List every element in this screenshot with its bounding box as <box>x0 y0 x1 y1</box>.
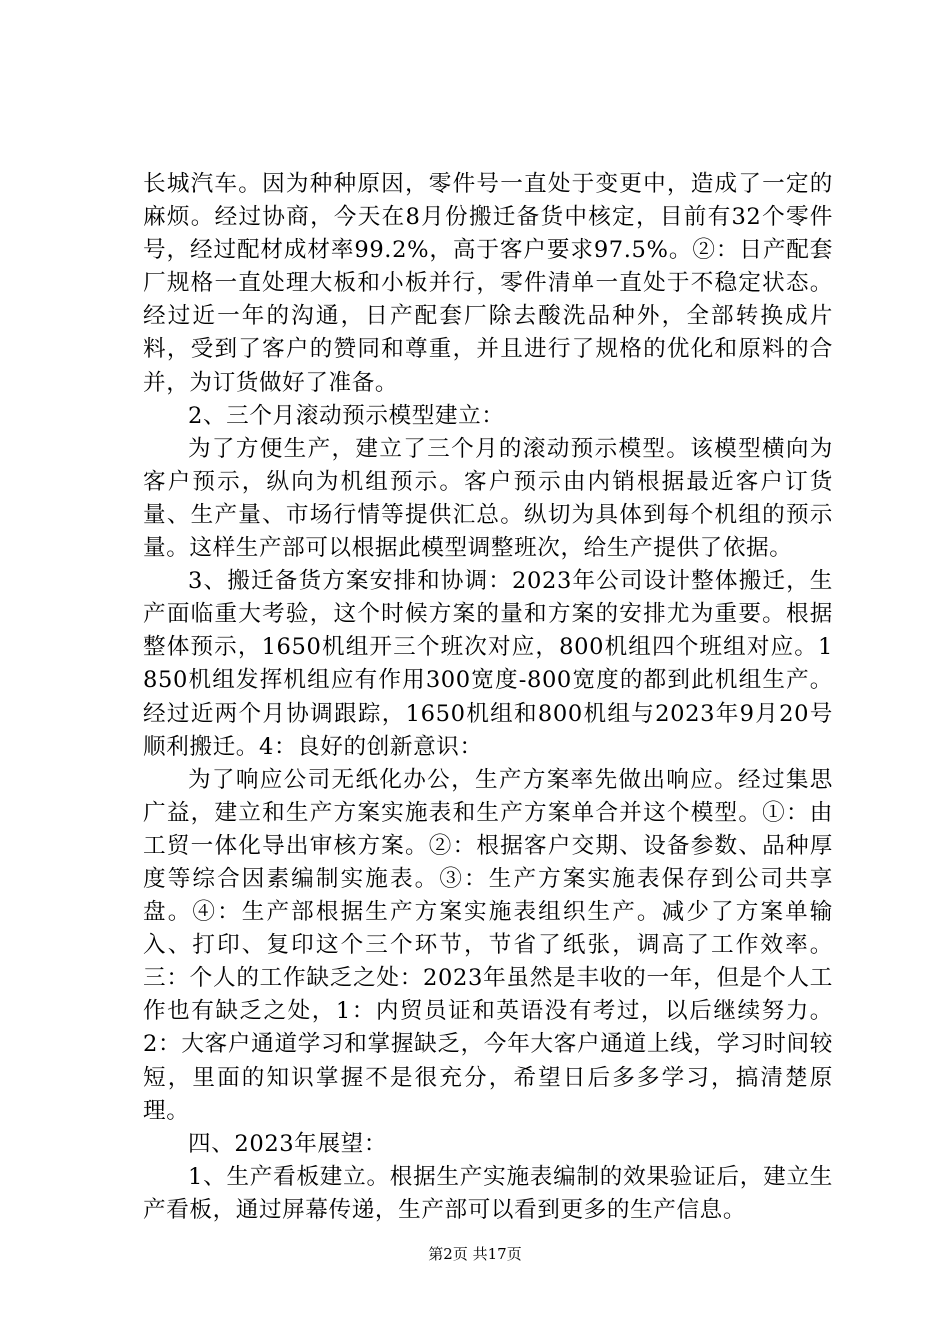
page-number-footer: 第2页 共17页 <box>428 1245 522 1263</box>
paragraph-heading-outlook: 四、2023年展望： <box>188 1130 388 1157</box>
paragraph-rolling-forecast: 为了方便生产，建立了三个月的滚动预示模型。该模型横向为客户预示，纵向为机组预示。客户预示由内销根据最近客户订货量、生产量、市场行情等提供汇总。纵切为具体到每个机组的预示量。这样生产部可以根据此模型调整班次，给生产提供了依据。 <box>143 435 833 562</box>
paragraph-production-board: 1、生产看板建立。根据生产实施表编制的效果验证后，建立生产看板，通过屏幕传递，生产部可以看到更多的生产信息。 <box>143 1163 833 1223</box>
paragraph-continuation: 长城汽车。因为种种原因，零件号一直处于变更中，造成了一定的麻烦。经过协商，今天在8月份搬迁备货中核定，目前有32个零件号，经过配材成材率99.2%，高于客户要求97.5%。②：日产配套厂规格一直处理大板和小板并行，零件清单一直处于不稳定状态。经过近一年的沟通，日产配套厂除去酸洗品种外，全部转换成片料，受到了客户的赞同和尊重，并且进行了规格的优化和原料的合并，为订货做好了准备。 <box>143 171 833 396</box>
paragraph-paperless-office: 为了响应公司无纸化办公，生产方案率先做出响应。经过集思广益，建立和生产方案实施表和生产方案单合并这个模型。①：由工贸一体化导出审核方案。②：根据客户交期、设备参数、品种厚度等综合因素编制实施表。③：生产方案实施表保存到公司共享盘。④：生产部根据生产方案实施表组织生产。减少了方案单输入、打印、复印这个三个环节，节省了纸张，调高了工作效率。三：个人的工作缺乏之处：2023年虽然是丰收的一年，但是个人工作也有缺乏之处，1：内贸员证和英语没有考过，以后继续努力。2：大客户通道学习和掌握缺乏，今年大客户通道上线，学习时间较短，里面的知识掌握不是很充分，希望日后多多学习，搞清楚原理。 <box>143 766 833 1124</box>
document-body <box>143 168 833 1227</box>
paragraph-relocation-plan: 3、搬迁备货方案安排和协调：2023年公司设计整体搬迁，生产面临重大考验，这个时候方案的量和方案的安排尤为重要。根据整体预示，1650机组开三个班次对应，800机组四个班组对应。1850机组发挥机组应有作用300宽度-800宽度的都到此机组生产。经过近两个月协调跟踪，1650机组和800机组与2023年9月20号顺利搬迁。4：良好的创新意识： <box>143 568 833 760</box>
paragraph-heading-rolling-forecast: 2、三个月滚动预示模型建立： <box>188 402 505 429</box>
